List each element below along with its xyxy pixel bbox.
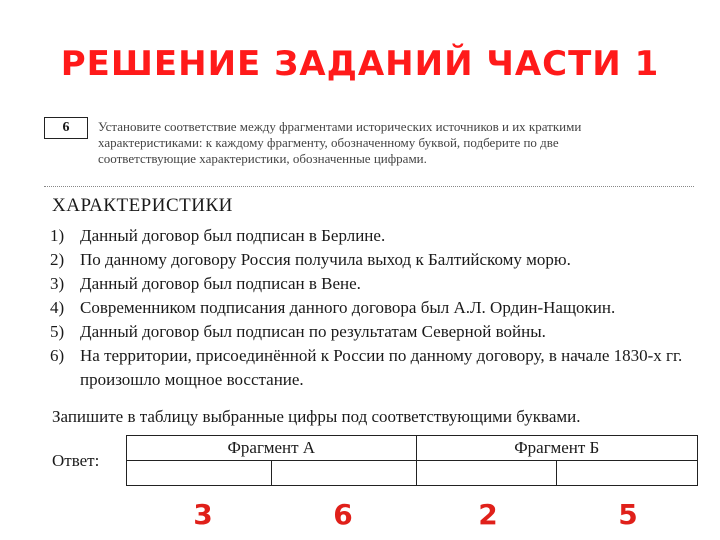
item-text: Данный договор был подписан по результатам Северной войны. <box>80 322 546 341</box>
answer-digit: 2 <box>478 498 498 531</box>
item-number: 5) <box>50 322 65 341</box>
answer-table <box>126 435 698 486</box>
separator-line <box>44 186 694 187</box>
item-number: 1) <box>50 226 65 245</box>
answer-label: Ответ: <box>52 451 100 470</box>
list-item <box>50 296 715 320</box>
item-number: 6) <box>50 346 65 365</box>
item-text: По данному договору Россия получила выход к Балтийскому морю. <box>80 250 571 269</box>
list-item <box>50 224 715 248</box>
table-instruction: Запишите в таблицу выбранные цифры под соответствующими буквами. <box>52 407 581 426</box>
list-item <box>50 320 715 344</box>
characteristics-heading: ХАРАКТЕРИСТИКИ <box>52 195 233 216</box>
answer-cell[interactable] <box>416 461 557 486</box>
answer-digit: 3 <box>193 498 213 531</box>
answer-cell[interactable] <box>557 461 698 486</box>
answer-digit: 6 <box>333 498 353 531</box>
fragment-b-header: Фрагмент Б <box>416 436 697 461</box>
characteristics-list <box>50 224 715 392</box>
list-item <box>50 344 715 392</box>
task-instruction: Установите соответствие между фрагментами исторических источников и их краткими характеристиками: к каждому фрагменту, обозначенному буквой, подберите по две соответствующие характеристики, обозначенные цифрами. <box>98 119 582 166</box>
item-text: Современником подписания данного договора был А.Л. Ордин-Нащокин. <box>80 298 616 317</box>
item-number: 2) <box>50 250 65 269</box>
answer-digits <box>0 498 720 538</box>
list-item <box>50 248 715 272</box>
fragment-a-header: Фрагмент А <box>127 436 417 461</box>
answer-cell[interactable] <box>271 461 416 486</box>
list-item <box>50 272 715 296</box>
item-text: На территории, присоединённой к России по данному договору, в начале 1830-х гг. произошло мощное восстание. <box>80 346 683 389</box>
item-number: 3) <box>50 274 65 293</box>
item-text: Данный договор был подписан в Берлине. <box>80 226 386 245</box>
answer-cell[interactable] <box>127 461 272 486</box>
item-text: Данный договор был подписан в Вене. <box>80 274 361 293</box>
answer-digit: 5 <box>618 498 638 531</box>
item-number: 4) <box>50 298 65 317</box>
task-number-box: 6 <box>44 117 88 139</box>
slide-title: РЕШЕНИЕ ЗАДАНИЙ ЧАСТИ 1 <box>60 44 660 84</box>
